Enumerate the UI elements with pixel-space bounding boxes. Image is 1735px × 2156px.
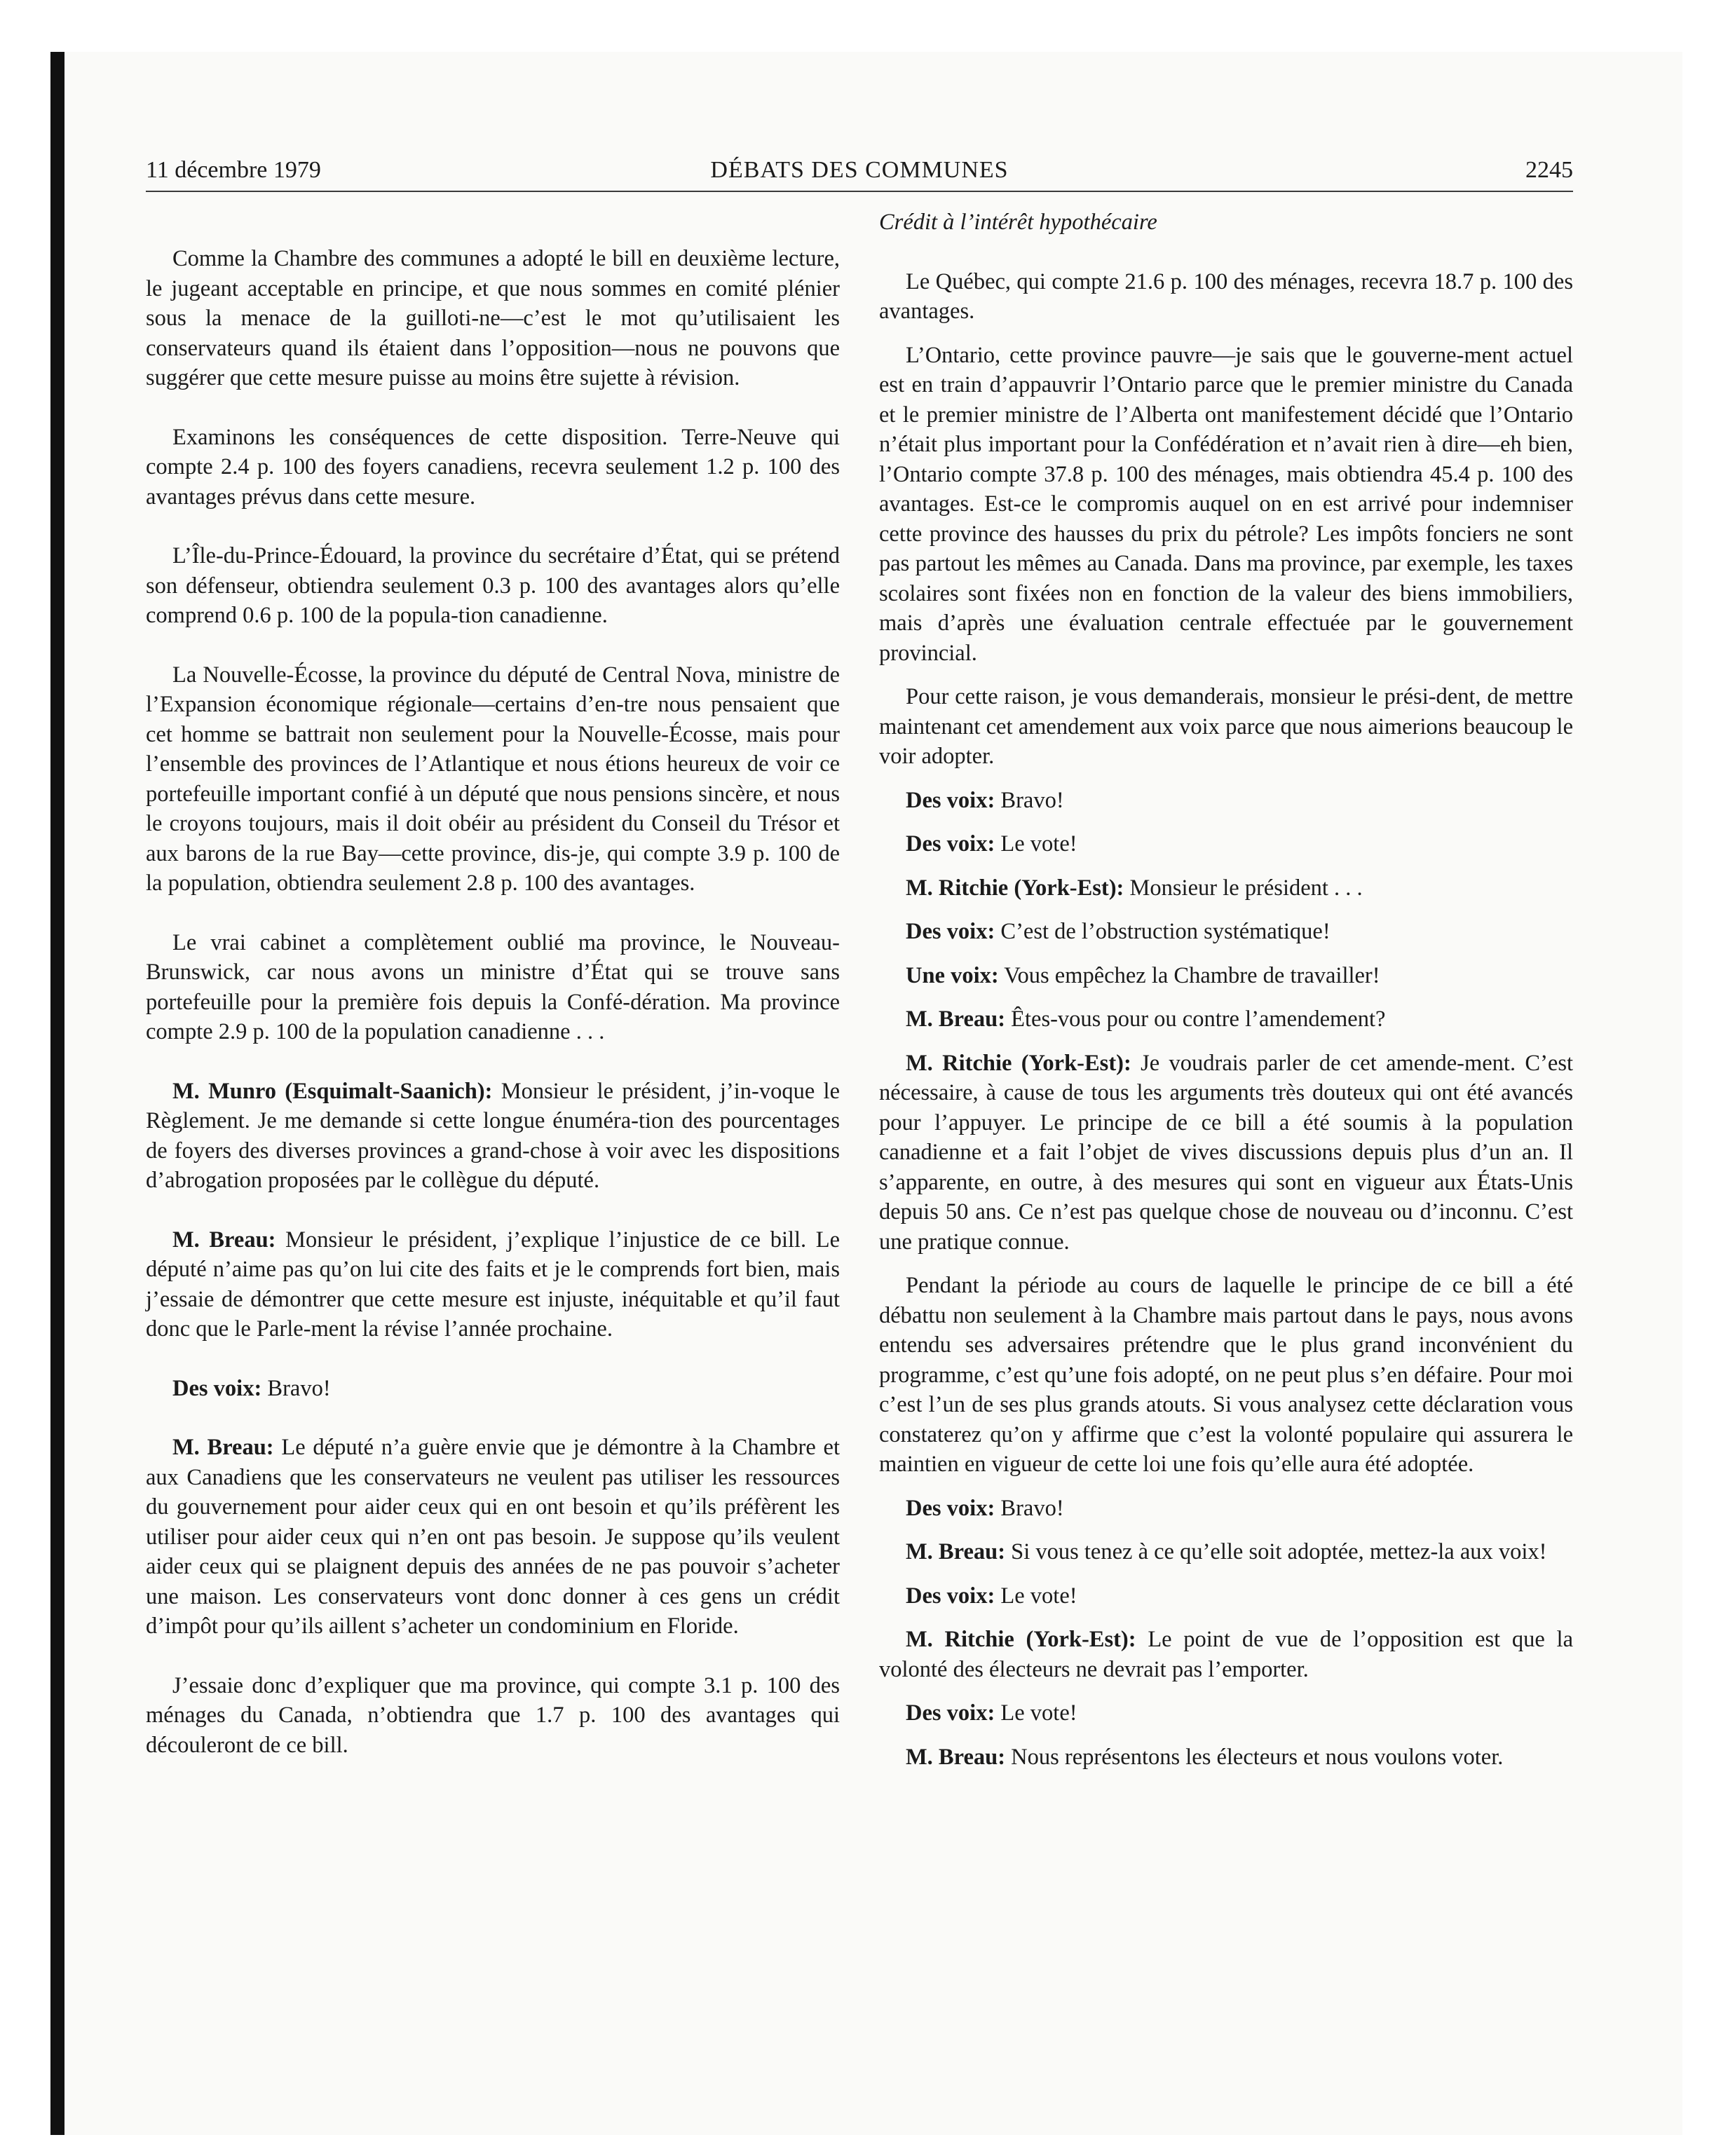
paragraph-text: Le vote! <box>1000 1583 1077 1609</box>
speaker-name: M. Ritchie (York-Est): <box>906 1050 1131 1076</box>
speaker-name: M. Ritchie (York-Est): <box>906 875 1124 901</box>
speaker-name: M. Breau: <box>906 1007 1006 1032</box>
paragraph-text: Êtes-vous pour ou contre l’amendement? <box>1011 1007 1386 1032</box>
paragraph-text: Si vous tenez à ce qu’elle soit adoptée, mettez-la aux voix! <box>1011 1539 1547 1564</box>
speaker-name: M. Breau: <box>906 1744 1006 1770</box>
speaker-name: Des voix: <box>906 919 995 944</box>
text-paragraph <box>146 928 840 1047</box>
speech-paragraph <box>879 873 1573 903</box>
speaker-name: M. Munro (Esquimalt-Saanich): <box>172 1078 493 1104</box>
speech-paragraph <box>879 917 1573 947</box>
paragraph-text: Le point de vue de l’opposition est que la volonté des électeurs ne devrait pas l’emporter. <box>879 1627 1574 1682</box>
paragraph-text: Le vote! <box>1000 831 1077 857</box>
paragraph-text: Pendant la période au cours de laquelle le principe de ce bill a été débattu non seulement à la Chambre mais partout dans le pays, nous avons entendu ses adversaires prétendre que le plus grand inconvénient du programme, c’est qu’une fois adopté, on ne peut plus s’en défaire. Pour moi c’est l’un de ses plus grands atouts. Si vous analysez cette déclaration vous constaterez qu’on y affirme que c’est la volonté populaire qui assurera le maintien en vigueur de cette loi une fois qu’elle aura été adoptée. <box>879 1273 1573 1477</box>
text-paragraph <box>146 541 840 631</box>
speaker-name: M. Ritchie (York-Est): <box>906 1627 1136 1652</box>
running-title: Crédit à l’intérêt hypothécaire <box>879 210 1157 235</box>
text-paragraph <box>879 341 1573 669</box>
page-header <box>146 156 1573 192</box>
paragraph-text: L’Ontario, cette province pauvre—je sais que le gouverne-ment actuel est en train d’appauvrir l’Ontario parce que le premier ministre du Canada et le premier ministre de l’Alberta ont manifestement décidé que l’Ontario n’était plus important pour la Confédération et n’avait rien à dire—eh bien, l’Ontario compte 37.8 p. 100 des ménages, mais obtiendra 45.4 p. 100 des avantages. Est-ce le compromis auquel on en est arrivé pour indemniser cette province des hausses du prix du pétrole? Les impôts fonciers ne sont pas partout les mêmes au Canada. Dans ma province, par exemple, les taxes scolaires sont fixées non en fonction de la valeur des biens immobiliers, mais d’après une évaluation centrale effectuée par le gouvernement provincial. <box>879 342 1573 666</box>
paragraph-text: Le vote! <box>1000 1700 1077 1726</box>
speech-paragraph <box>879 829 1573 859</box>
speaker-name: Des voix: <box>906 1495 995 1521</box>
scan-edge-shadow <box>50 52 64 2135</box>
paragraph-text: Bravo! <box>267 1375 331 1401</box>
paragraph-text: Nous représentons les électeurs et nous voulons voter. <box>1011 1744 1504 1770</box>
speech-paragraph <box>879 961 1573 991</box>
speaker-name: M. Breau: <box>172 1227 276 1253</box>
text-paragraph <box>146 244 840 393</box>
speech-paragraph <box>146 1433 840 1642</box>
paragraph-text: Le vrai cabinet a complètement oublié ma province, le Nouveau-Brunswick, car nous avons un ministre d’État qui se trouve sans portefeuille pour la première fois depuis la Confé-dération. Ma province compte 2.9 p. 100 de la population canadienne . . . <box>146 929 840 1044</box>
speech-paragraph <box>146 1077 840 1196</box>
paragraph-text: Examinons les conséquences de cette disposition. Terre-Neuve qui compte 2.4 p. 100 des foyers canadiens, recevra seulement 1.2 p. 100 des avantages prévus dans cette mesure. <box>146 424 840 510</box>
text-paragraph <box>146 423 840 512</box>
paragraph-text: Pour cette raison, je vous demanderais, monsieur le prési-dent, de mettre maintenant cet amendement aux voix parce que nous aimerions beaucoup le voir adopter. <box>879 684 1573 769</box>
paragraph-text: Je voudrais parler de cet amende-ment. C’est nécessaire, à cause de tous les arguments très douteux qui ont été avancés pour l’appuyer. Le principe de ce bill a été soumis à la population canadienne et a fait l’objet de vives discussions depuis plus d’un an. Il s’apparente, en outre, à des mesures qui sont en vigueur aux États-Unis depuis 50 ans. Ce n’est pas quelque chose de nouveau ou d’inconnu. C’est une pratique connue. <box>879 1050 1573 1255</box>
speaker-name: M. Breau: <box>172 1435 274 1460</box>
paragraph-text: Le Québec, qui compte 21.6 p. 100 des ménages, recevra 18.7 p. 100 des avantages. <box>879 268 1573 324</box>
speech-paragraph <box>879 1742 1573 1773</box>
text-paragraph <box>879 682 1573 772</box>
paragraph-text: Monsieur le président . . . <box>1129 875 1363 901</box>
speech-paragraph <box>146 1225 840 1344</box>
paragraph-text: L’Île-du-Prince-Édouard, la province du secrétaire d’État, qui se prétend son défenseur, obtiendra seulement 0.3 p. 100 des avantages alors qu’elle comprend 0.6 p. 100 de la popula-tion canadienne. <box>146 543 840 628</box>
header-publication: DÉBATS DES COMMUNES <box>710 157 1009 183</box>
paragraph-text: J’essaie donc d’expliquer que ma province, qui compte 3.1 p. 100 des ménages du Canada, n’obtiendra que 1.7 p. 100 des avantages qui découleront de ce bill. <box>146 1672 840 1758</box>
text-paragraph <box>879 267 1573 327</box>
paragraph-text: Bravo! <box>1000 787 1064 813</box>
paragraph-text: Monsieur le président, j’in-voque le Règlement. Je me demande si cette longue énuméra-tion des pourcentages de foyers des diverses provinces a grand-chose à voir avec les dispositions d’abrogation proposées par le collègue du député. <box>146 1078 840 1193</box>
paragraph-text: Le député n’a guère envie que je démontre à la Chambre et aux Canadiens que les conservateurs ne veulent pas utiliser les ressources du gouvernement pour aider ceux qui en ont besoin et qu’ils préfèrent les utiliser pour aider ceux qui n’en ont pas besoin. Je suppose qu’ils veulent aider ceux qui se plaignent depuis des années de ne pas pouvoir s’acheter une maison. Les conservateurs vont donc donner à ces gens un crédit d’impôt pour qu’ils aillent s’acheter un condominium en Floride. <box>146 1435 840 1639</box>
speech-paragraph <box>879 786 1573 816</box>
speaker-name: Des voix: <box>906 1700 995 1726</box>
paragraph-text: Vous empêchez la Chambre de travailler! <box>1004 962 1380 988</box>
header-date: 11 décembre 1979 <box>146 157 321 183</box>
page-number: 2245 <box>1525 157 1573 183</box>
paragraph-text: C’est de l’obstruction systématique! <box>1000 919 1331 944</box>
speech-paragraph <box>879 1004 1573 1035</box>
paragraph-text: Comme la Chambre des communes a adopté le bill en deuxième lecture, le jugeant acceptable en principe, et que nous sommes en comité plénier sous la menace de la guilloti-ne—c’est le mot qu’utilisaient les conservateurs quand ils étaient dans l’opposition—nous ne pouvons que suggérer que cette mesure puisse au moins être sujette à révision. <box>146 246 840 390</box>
paragraph-text: Bravo! <box>1000 1495 1064 1521</box>
text-paragraph <box>146 660 840 899</box>
speech-paragraph <box>146 1374 840 1404</box>
text-paragraph <box>146 1671 840 1761</box>
speech-paragraph <box>879 1049 1573 1257</box>
speaker-name: Des voix: <box>906 831 995 857</box>
left-column <box>146 244 840 1789</box>
speaker-name: Des voix: <box>906 1583 995 1609</box>
speech-paragraph <box>879 1494 1573 1524</box>
paragraph-text: La Nouvelle-Écosse, la province du député de Central Nova, ministre de l’Expansion économique régionale—certains d’en-tre nous pensaient que cet homme se battrait non seulement pour la Nouvelle-Écosse, mais pour l’ensemble des provinces de l’Atlantique et nous étions heureux de voir ce portefeuille important confié à un député que nous pensions sincère, et nous le croyons toujours, mais il doit obéir au président du Conseil du Trésor et aux barons de la rue Bay—cette province, dis-je, qui compte 3.9 p. 100 de la population, obtiendra seulement 2.8 p. 100 des avantages. <box>146 662 840 896</box>
speaker-name: Des voix: <box>906 787 995 813</box>
speech-paragraph <box>879 1537 1573 1567</box>
speaker-name: Une voix: <box>906 962 999 988</box>
text-paragraph <box>879 1271 1573 1480</box>
speaker-name: M. Breau: <box>906 1539 1006 1564</box>
speaker-name: Des voix: <box>172 1375 262 1401</box>
speech-paragraph <box>879 1698 1573 1728</box>
speech-paragraph <box>879 1581 1573 1611</box>
paragraph-text: Monsieur le président, j’explique l’injustice de ce bill. Le député n’aime pas qu’on lui cite des faits et je le comprends fort bien, mais j’essaie de démontrer que cette mesure est injuste, inéquitable et qu’il faut donc que le Parle-ment la révise l’année prochaine. <box>146 1227 841 1342</box>
speech-paragraph <box>879 1625 1573 1684</box>
right-column <box>879 207 1573 1786</box>
